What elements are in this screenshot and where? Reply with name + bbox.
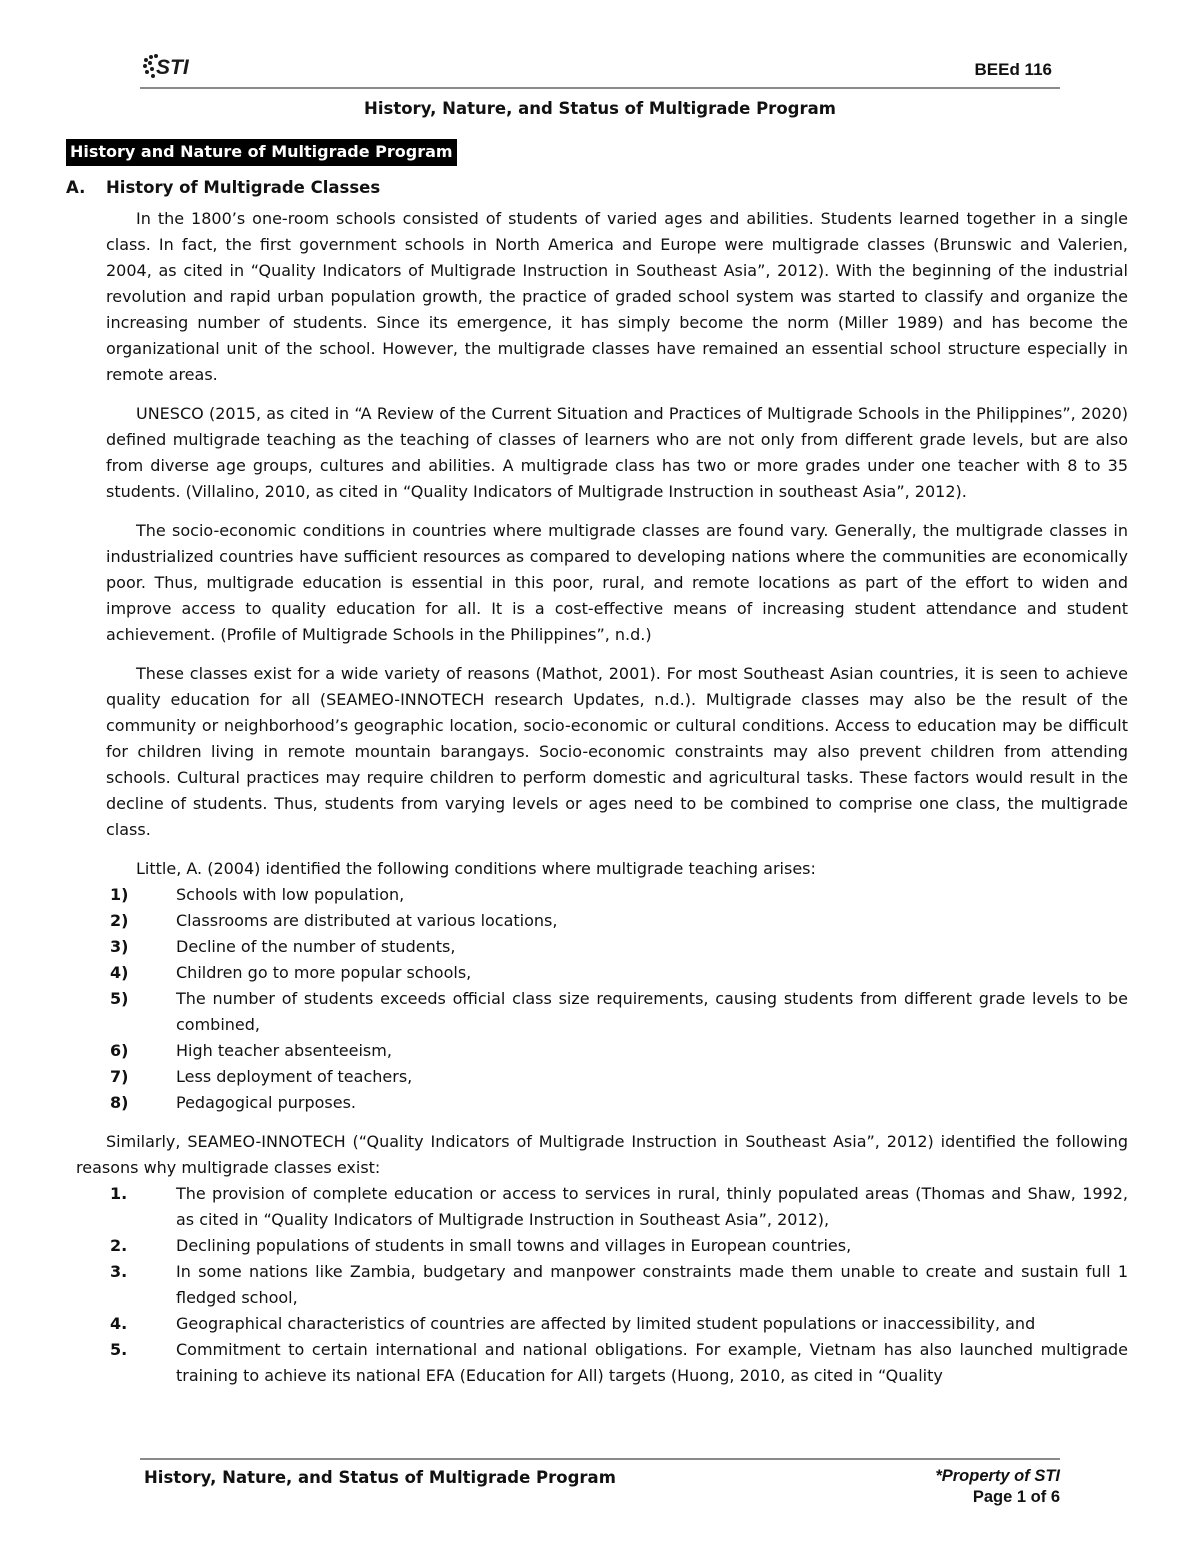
paragraph: These classes exist for a wide variety of reasons (Mathot, 2001). For most Southeast Asian countries, it is seen to achieve quality education for all (SEAMEO-INNOTECH research Updates, n.d.). Multigrade classes may also be the result of the community or neighborhood’s geographic location, socio-economic or cultural conditions. Access to education may be difficult for children living in remote mountain barangays. Socio-economic constraints may also prevent children from attending schools. Cultural practices may require children to perform domestic and agricultural tasks. These factors would result in the decline of students. Thus, students from varying levels or ages need to be combined to comprise one class, the multigrade class.	[106, 664, 1128, 839]
list-item: 4. Geographical characteristics of countries are affected by limited student populations or inaccessibility, and	[110, 1314, 1036, 1333]
conditions-list	[106, 882, 1128, 1116]
list-item: 2. Declining populations of students in small towns and villages in European countries,	[110, 1236, 852, 1255]
page-title: History, Nature, and Status of Multigrade Program	[364, 99, 836, 118]
list-item: 3) Decline of the number of students,	[110, 937, 456, 956]
list-item: 8) Pedagogical purposes.	[110, 1093, 356, 1112]
list-item: 3. In some nations like Zambia, budgetary and manpower constraints made them unable to create and sustain full 1 fledged school,	[110, 1262, 1128, 1307]
paragraph: In the 1800’s one-room schools consisted of students of varied ages and abilities. Students learned together in a single class. In fact, the first government schools in North America and Europe were multigrade classes (Brunswic and Valerien, 2004, as cited in “Quality Indicators of Multigrade Instruction in Southeast Asia”, 2012). With the beginning of the industrial revolution and rapid urban population growth, the practice of graded school system was started to classify and organize the increasing number of students. Since its emergence, it has simply become the norm (Miller 1989) and has become the organizational unit of the school. However, the multigrade classes have remained an essential school structure especially in remote areas.	[106, 209, 1128, 384]
footer-title: History, Nature, and Status of Multigrade Program	[144, 1468, 616, 1487]
list-lead: Little, A. (2004) identified the following conditions where multigrade teaching arises:	[136, 859, 816, 878]
page-number: Page 1 of 6	[972, 1488, 1060, 1506]
list-item: 1) Schools with low population,	[110, 885, 405, 904]
reasons-list	[106, 1181, 1128, 1389]
list-item: 5) The number of students exceeds official class size requirements, causing students from different grade levels to be combined,	[110, 989, 1128, 1034]
sti-logo	[142, 52, 204, 80]
list-item: 6) High teacher absenteeism,	[110, 1041, 392, 1060]
course-code: BEEd 116	[974, 60, 1052, 79]
subheading-text: History of Multigrade Classes	[106, 178, 381, 197]
footer-divider	[140, 1458, 1060, 1460]
list-lead: Similarly, SEAMEO-INNOTECH (“Quality Indicators of Multigrade Instruction in Southeast Asia”, 2012) identified the following reasons why multigrade classes exist:	[76, 1132, 1128, 1177]
list-item: 4) Children go to more popular schools,	[110, 963, 472, 982]
header-divider	[140, 87, 1060, 89]
paragraph: UNESCO (2015, as cited in “A Review of the Current Situation and Practices of Multigrade Schools in the Philippines”, 2020) defined multigrade teaching as the teaching of classes of learners who are not only from different grade levels, but are also from diverse age groups, cultures and abilities. A multigrade class has two or more grades under one teacher with 8 to 35 students. (Villalino, 2010, as cited in “Quality Indicators of Multigrade Instruction in southeast Asia”, 2012).	[106, 404, 1128, 501]
sti-logo-icon	[142, 52, 204, 80]
property-notice: *Property of STI	[935, 1467, 1060, 1485]
footer-info	[935, 1466, 1060, 1508]
list-item: 5. Commitment to certain international and national obligations. For example, Vietnam has also launched multigrade training to achieve its national EFA (Education for All) targets (Huong, 2010, as cited in “Quality	[110, 1340, 1128, 1385]
list-item: 2) Classrooms are distributed at various locations,	[110, 911, 558, 930]
list-item: 1. The provision of complete education or access to services in rural, thinly populated areas (Thomas and Shaw, 1992, as cited in “Quality Indicators of Multigrade Instruction in Southeast Asia”, 2012),	[110, 1184, 1128, 1229]
section-label: History and Nature of Multigrade Program	[66, 139, 457, 166]
svg-text:STI: STI	[156, 56, 189, 79]
subheading-letter: A.	[66, 178, 86, 197]
paragraph: The socio-economic conditions in countries where multigrade classes are found vary. Generally, the multigrade classes in industrialized countries have sufficient resources as compared to developing nations where the communities are economically poor. Thus, multigrade education is essential in this poor, rural, and remote locations as part of the effort to widen and improve access to quality education for all. It is a cost-effective means of increasing student attendance and student achievement. (Profile of Multigrade Schools in the Philippines”, n.d.)	[106, 521, 1128, 644]
body-content	[76, 180, 1128, 1402]
list-item: 7) Less deployment of teachers,	[110, 1067, 413, 1086]
